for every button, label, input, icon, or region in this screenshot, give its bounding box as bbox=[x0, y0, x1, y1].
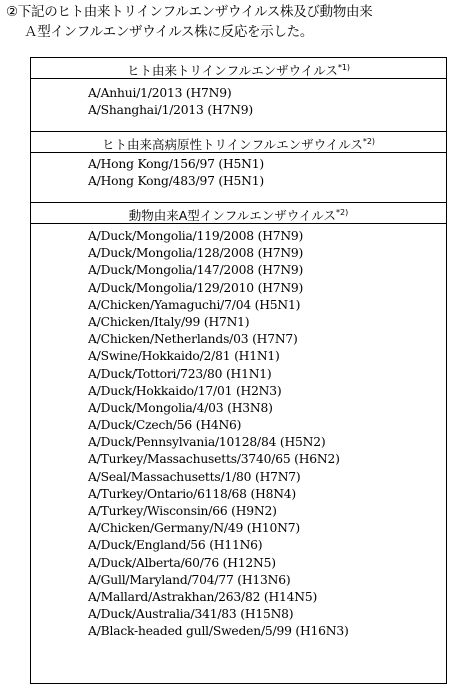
strain-item: A/Duck/England/56 (H11N6) bbox=[88, 538, 263, 553]
strain-item: A/Turkey/Wisconsin/66 (H9N2) bbox=[88, 504, 277, 518]
strain-item: A/Chicken/Yamaguchi/7/04 (H5N1) bbox=[88, 297, 301, 312]
footnote-ref: *2) bbox=[362, 137, 376, 146]
intro-line-1: ②下記のヒト由来トリインフルエンザウイルス株及び動物由来 bbox=[6, 4, 373, 20]
strain-item: A/Duck/Mongolia/4/03 (H3N8) bbox=[88, 400, 273, 415]
strain-list-human-hpai bbox=[88, 156, 264, 190]
section-header-human-hpai bbox=[31, 131, 446, 153]
strain-item: A/Duck/Alberta/60/76 (H12N5) bbox=[88, 555, 276, 570]
strain-item: A/Hong Kong/156/97 (H5N1) bbox=[88, 157, 264, 171]
strain-item: A/Anhui/1/2013 (H7N9) bbox=[88, 86, 232, 100]
strain-item: A/Chicken/Netherlands/03 (H7N7) bbox=[88, 332, 298, 347]
intro-text bbox=[6, 2, 372, 42]
strain-item: A/Duck/Czech/56 (H4N6) bbox=[88, 418, 242, 433]
intro-line-2: Ａ型インフルエンザウイルス株に反応を示した。 bbox=[24, 24, 314, 40]
strain-item: A/Duck/Pennsylvania/10128/84 (H5N2) bbox=[88, 435, 326, 450]
section-title: ヒト由来高病原性トリインフルエンザウイルス bbox=[101, 137, 363, 152]
strain-item: A/Hong Kong/483/97 (H5N1) bbox=[88, 174, 264, 189]
strain-item: A/Duck/Mongolia/129/2010 (H7N9) bbox=[88, 280, 304, 295]
strain-item: A/Turkey/Ontario/6118/68 (H8N4) bbox=[88, 486, 296, 501]
strain-item: A/Duck/Australia/341/83 (H15N8) bbox=[88, 607, 294, 622]
strain-item: A/Duck/Hokkaido/17/01 (H2N3) bbox=[88, 383, 282, 398]
footnote-ref: *1) bbox=[337, 63, 351, 72]
strain-item: A/Duck/Tottori/723/80 (H1N1) bbox=[88, 366, 272, 381]
section-header-animal bbox=[31, 202, 446, 224]
strain-item: A/Black-headed gull/Sweden/5/99 (H16N3) bbox=[88, 624, 349, 639]
strain-item: A/Swine/Hokkaido/2/81 (H1N1) bbox=[88, 349, 280, 364]
strain-item: A/Mallard/Astrakhan/263/82 (H14N5) bbox=[88, 589, 318, 604]
section-header-human-avian bbox=[31, 57, 446, 79]
section-title: ヒト由来トリインフルエンザウイルス bbox=[126, 63, 338, 78]
strain-table bbox=[30, 57, 447, 684]
strain-list-animal bbox=[88, 228, 349, 641]
strain-list-human-avian bbox=[88, 85, 253, 119]
strain-item: A/Duck/Mongolia/147/2008 (H7N9) bbox=[88, 263, 304, 278]
section-title: 動物由来A型インフルエンザウイルス bbox=[128, 208, 337, 223]
strain-item: A/Duck/Mongolia/128/2008 (H7N9) bbox=[88, 246, 304, 261]
strain-item: A/Gull/Maryland/704/77 (H13N6) bbox=[88, 572, 291, 587]
strain-item: A/Chicken/Italy/99 (H7N1) bbox=[88, 314, 250, 329]
strain-item: A/Seal/Massachusetts/1/80 (H7N7) bbox=[88, 469, 301, 484]
strain-item: A/Chicken/Germany/N/49 (H10N7) bbox=[88, 521, 300, 536]
strain-item: A/Turkey/Massachusetts/3740/65 (H6N2) bbox=[88, 452, 340, 467]
strain-item: A/Shanghai/1/2013 (H7N9) bbox=[88, 103, 253, 118]
footnote-ref: *2) bbox=[336, 208, 349, 217]
strain-item: A/Duck/Mongolia/119/2008 (H7N9) bbox=[88, 229, 304, 243]
